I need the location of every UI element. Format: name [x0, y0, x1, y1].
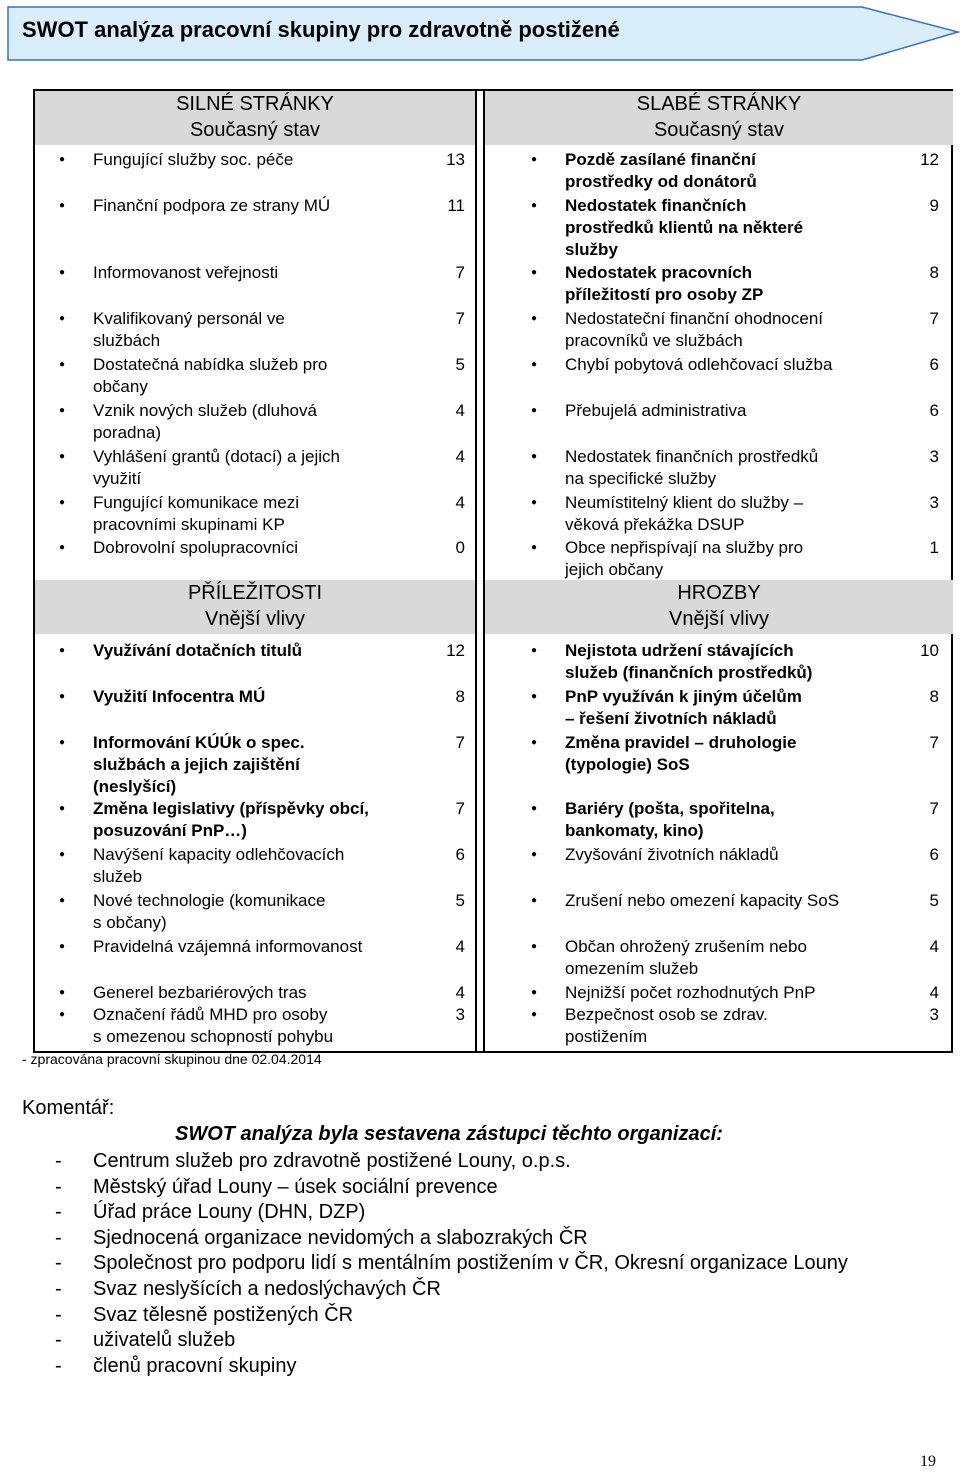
threat-label: Bariéry (pošta, spořitelna, bankomaty, kino) [565, 799, 775, 840]
bullet-icon: ● [531, 849, 538, 860]
threat-score: 4 [929, 983, 939, 1002]
threat-label: Bezpečnost osob se zdrav. postižením [565, 1005, 768, 1046]
bullet-icon: ● [59, 200, 66, 211]
dash-marker: - [55, 1354, 62, 1377]
bullet-icon: ● [531, 645, 538, 656]
weaknesses-heading: SLABÉ STRÁNKY [636, 93, 802, 115]
bullet-icon: ● [531, 941, 538, 952]
bullet-icon: ● [59, 737, 66, 748]
bullet-icon: ● [59, 1009, 66, 1020]
bullet-icon: ● [531, 267, 538, 278]
strength-label: Vyhlášení grantů (dotací) a jejich využití [93, 447, 340, 488]
strength-label: Informovanost veřejnosti [93, 263, 279, 282]
strengths-heading: SILNÉ STRÁNKY [176, 93, 334, 115]
organization-name: uživatelů služeb [93, 1329, 236, 1352]
threat-label: Zvyšování životních nákladů [565, 845, 779, 864]
strength-label: Kvalifikovaný personál ve službách [93, 309, 285, 350]
bullet-icon: ● [59, 451, 66, 462]
weakness-score: 6 [929, 401, 939, 420]
threat-label: Nejnižší počet rozhodnutých PnP [565, 983, 816, 1002]
organization-name: Centrum služeb pro zdravotně postižené Louny, o.p.s. [93, 1150, 571, 1172]
dash-marker: - [55, 1150, 62, 1172]
weakness-label: Chybí pobytová odlehčovací služba [565, 355, 833, 374]
opportunity-label: Změna legislativy (příspěvky obcí, posuzování PnP…) [93, 799, 369, 840]
bullet-icon: ● [59, 941, 66, 952]
comment-subtitle: SWOT analýza byla sestavena zástupci těchto organizací: [175, 1123, 723, 1145]
threats-header [485, 580, 953, 634]
title-banner [0, 0, 960, 65]
strength-score: 7 [455, 309, 465, 328]
threat-score: 4 [929, 937, 939, 956]
bullet-icon: ● [531, 200, 538, 211]
weakness-label: Neumístitelný klient do služby – věková překážka DSUP [565, 493, 804, 534]
strengths-subheading: Současný stav [189, 119, 321, 141]
bullet-icon: ● [59, 895, 66, 906]
threat-label: Občan ohrožený zrušením nebo omezením služeb [565, 937, 807, 978]
strength-score: 11 [447, 196, 465, 215]
opportunity-label: Pravidelná vzájemná informovanost [93, 937, 363, 956]
bullet-icon: ● [59, 154, 66, 165]
weakness-score: 7 [929, 309, 939, 328]
strength-label: Dostatečná nabídka služeb pro občany [93, 355, 328, 396]
organization-name: členů pracovní skupiny [93, 1354, 297, 1377]
bullet-icon: ● [531, 451, 538, 462]
column-divider [475, 91, 485, 1051]
weakness-score: 9 [929, 196, 939, 215]
opportunities-subheading: Vnější vlivy [204, 608, 306, 630]
strength-score: 0 [455, 538, 465, 557]
opportunity-label: Informování KÚÚk o spec. službách a jejich zajištění (neslyšící) [93, 733, 305, 796]
weakness-score: 3 [929, 447, 939, 466]
dash-marker: - [55, 1252, 62, 1275]
opportunity-score: 4 [455, 983, 465, 1002]
bullet-icon: ● [531, 987, 538, 998]
bullet-icon: ● [59, 497, 66, 508]
bullet-icon: ● [59, 803, 66, 814]
bullet-icon: ● [59, 691, 66, 702]
strength-label: Dobrovolní spolupracovníci [93, 538, 299, 557]
weakness-label: Přebujelá administrativa [565, 401, 747, 420]
opportunity-score: 12 [446, 641, 465, 660]
bullet-icon: ● [531, 359, 538, 370]
bullet-icon: ● [531, 154, 538, 165]
weakness-label: Nedostateční finanční ohodnocení pracovníků ve službách [565, 309, 824, 350]
swot-table [33, 89, 953, 1053]
bullet-icon: ● [59, 359, 66, 370]
threat-score: 7 [929, 733, 939, 752]
strength-label: Vznik nových služeb (dluhová poradna) [93, 401, 317, 442]
opportunity-label: Generel bezbariérových tras [93, 983, 307, 1002]
opportunity-label: Využívání dotačních titulů [93, 641, 303, 660]
dash-marker: - [55, 1201, 62, 1224]
page-number: 19 [920, 1453, 936, 1470]
threat-label: Změna pravidel – druhologie (typologie) SoS [565, 733, 797, 774]
dash-marker: - [55, 1278, 62, 1300]
opportunity-label: Nové technologie (komunikace s občany) [93, 891, 326, 932]
weakness-label: Nedostatek finančních prostředků klientů na některé služby [565, 196, 804, 259]
strength-label: Finanční podpora ze strany MÚ [93, 196, 331, 215]
organization-name: Společnost pro podporu lidí s mentálním postižením v ČR, Okresní organizace Louny [93, 1252, 848, 1275]
weaknesses-subheading: Současný stav [653, 119, 785, 141]
opportunity-score: 7 [455, 799, 465, 818]
organization-name: Městský úřad Louny – úsek sociální prevence [93, 1175, 498, 1198]
threat-label: Nejistota udržení stávajících služeb (finančních prostředků) [565, 641, 813, 682]
opportunity-label: Označení řádů MHD pro osoby s omezenou schopností pohybu [93, 1005, 334, 1046]
threats-heading: HROZBY [677, 582, 761, 604]
opportunities-heading: PŘÍLEŽITOSTI [187, 582, 323, 604]
weakness-score: 1 [929, 538, 939, 557]
strength-label: Fungující komunikace mezi pracovními skupinami KP [93, 493, 299, 534]
threats-subheading: Vnější vlivy [668, 608, 770, 630]
bullet-icon: ● [59, 849, 66, 860]
opportunity-score: 6 [455, 845, 465, 864]
opportunity-score: 4 [455, 937, 465, 956]
weakness-label: Nedostatek pracovních příležitostí pro osoby ZP [565, 263, 764, 304]
page-title: SWOT analýza pracovní skupiny pro zdravotně postižené [22, 17, 620, 42]
bullet-icon: ● [531, 803, 538, 814]
bullet-icon: ● [59, 987, 66, 998]
dash-marker: - [55, 1175, 62, 1198]
threat-label: PnP využíván k jiným účelům – řešení životních nákladů [565, 687, 802, 728]
footnote: - zpracována pracovní skupinou dne 02.04.2014 [22, 1051, 322, 1067]
threat-label: Zrušení nebo omezení kapacity SoS [565, 891, 840, 910]
strength-label: Fungující služby soc. péče [93, 150, 294, 169]
opportunity-label: Navýšení kapacity odlehčovacích služeb [93, 845, 345, 886]
organization-name: Úřad práce Louny (DHN, DZP) [93, 1201, 366, 1224]
dash-marker: - [55, 1226, 62, 1249]
opportunity-label: Využití Infocentra MÚ [93, 687, 266, 706]
organization-name: Svaz neslyšících a nedoslýchavých ČR [93, 1278, 441, 1300]
bullet-icon: ● [59, 542, 66, 553]
bullet-icon: ● [531, 895, 538, 906]
strength-score: 5 [455, 355, 465, 374]
threat-score: 7 [929, 799, 939, 818]
strength-score: 13 [446, 150, 465, 169]
comment-label: Komentář: [22, 1097, 115, 1119]
threat-score: 5 [929, 891, 939, 910]
bullet-icon: ● [531, 497, 538, 508]
weakness-score: 12 [920, 150, 939, 169]
dash-marker: - [55, 1303, 62, 1326]
organization-name: Sjednocená organizace nevidomých a slabozrakých ČR [93, 1226, 588, 1249]
bullet-icon: ● [531, 405, 538, 416]
strength-score: 4 [455, 401, 465, 420]
strength-score: 7 [455, 263, 465, 282]
weakness-score: 8 [929, 263, 939, 282]
weakness-label: Obce nepřispívají na služby pro jejich občany [565, 538, 804, 579]
bullet-icon: ● [59, 645, 66, 656]
strengths-header [35, 91, 475, 145]
bullet-icon: ● [531, 1009, 538, 1020]
weaknesses-header [485, 91, 953, 145]
opportunity-score: 7 [455, 733, 465, 752]
threat-score: 8 [929, 687, 939, 706]
weakness-score: 6 [929, 355, 939, 374]
weakness-score: 3 [929, 493, 939, 512]
threat-score: 3 [929, 1005, 939, 1024]
dash-marker: - [55, 1329, 62, 1352]
organization-name: Svaz tělesně postižených ČR [93, 1303, 354, 1326]
bullet-icon: ● [59, 405, 66, 416]
weakness-label: Nedostatek finančních prostředků na specifické služby [565, 447, 819, 488]
weakness-label: Pozdě zasílané finanční prostředky od donátorů [565, 150, 757, 191]
bullet-icon: ● [531, 737, 538, 748]
threat-score: 10 [920, 641, 939, 660]
opportunity-score: 3 [455, 1005, 465, 1024]
bullet-icon: ● [59, 267, 66, 278]
strength-score: 4 [455, 447, 465, 466]
opportunities-header [35, 580, 475, 634]
opportunity-score: 5 [455, 891, 465, 910]
strength-score: 4 [455, 493, 465, 512]
opportunity-score: 8 [455, 687, 465, 706]
bullet-icon: ● [531, 691, 538, 702]
bullet-icon: ● [531, 313, 538, 324]
bullet-icon: ● [59, 313, 66, 324]
threat-score: 6 [929, 845, 939, 864]
bullet-icon: ● [531, 542, 538, 553]
